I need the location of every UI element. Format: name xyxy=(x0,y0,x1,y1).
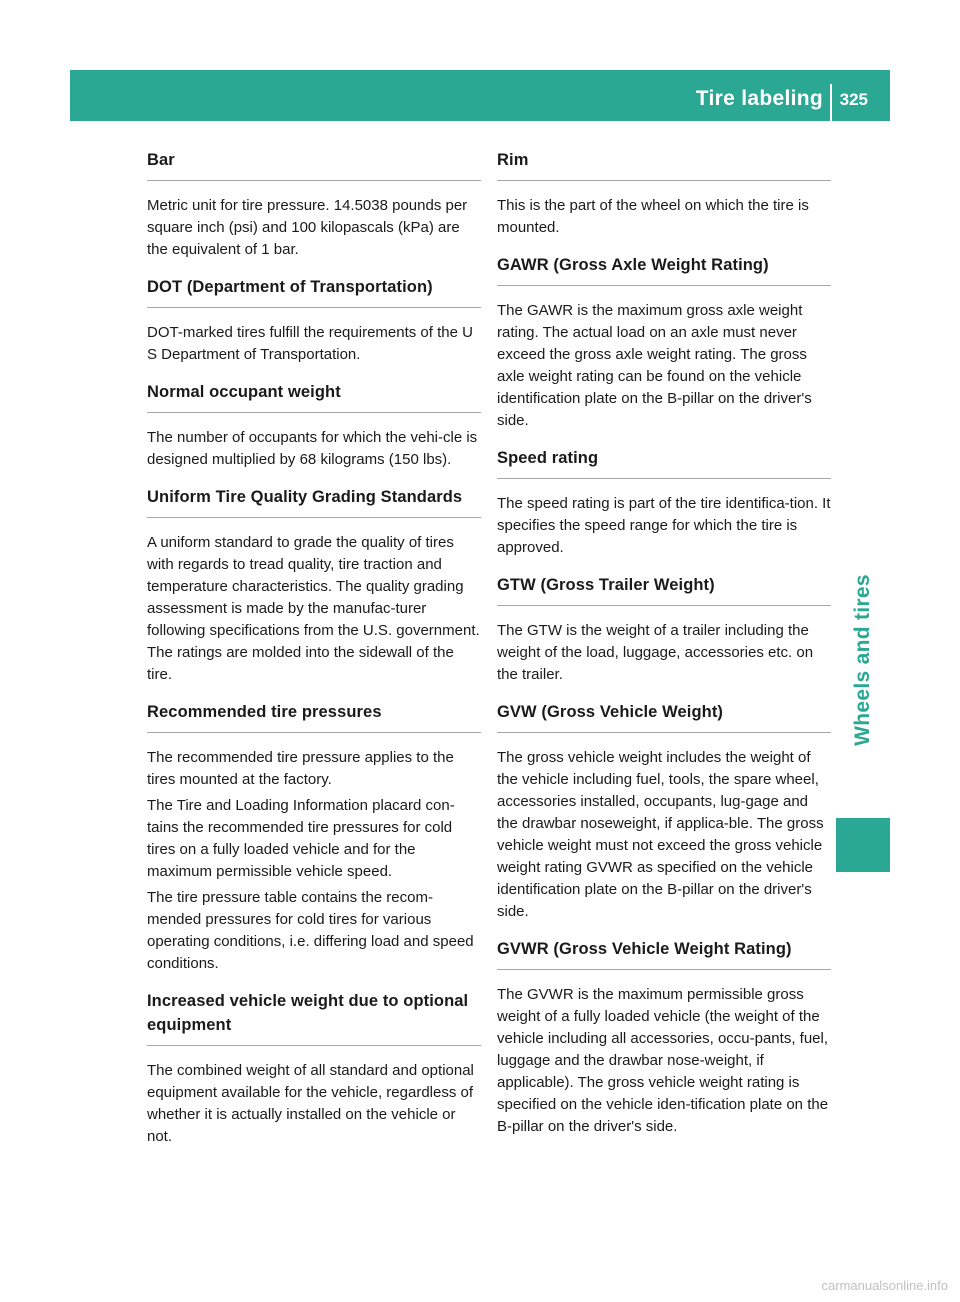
page-header xyxy=(70,70,890,121)
entry-heading: GTW (Gross Trailer Weight) xyxy=(497,573,831,606)
glossary-entry xyxy=(497,446,831,559)
left-column xyxy=(147,148,481,1162)
entry-text: This is the part of the wheel on which the tire is mounted. xyxy=(497,197,809,236)
glossary-entry xyxy=(147,485,481,686)
entry-text: The combined weight of all standard and optional equipment available for the vehicle, regardless of whether it is actually installed on the vehicle or not. xyxy=(147,1062,474,1145)
entry-heading: Normal occupant weight xyxy=(147,380,481,413)
entry-text: The GAWR is the maximum gross axle weight rating. The actual load on an axle must never exceed the gross axle weight rating. The gross axle weight rating can be found on the vehicle identification plate on the B-pillar on the driver's side. xyxy=(497,302,812,429)
page-number: 325 xyxy=(839,90,868,109)
entry-heading: Speed rating xyxy=(497,446,831,479)
glossary-entry xyxy=(147,148,481,261)
entry-heading: Recommended tire pressures xyxy=(147,700,481,733)
chapter-label: Wheels and tires xyxy=(851,574,874,746)
entry-heading: GAWR (Gross Axle Weight Rating) xyxy=(497,253,831,286)
entry-text: The tire pressure table contains the recom-mended pressures for cold tires for various operating conditions, i.e. differing load and speed conditions. xyxy=(147,889,474,972)
right-column xyxy=(497,148,831,1152)
entry-text: The GTW is the weight of a trailer including the weight of the load, luggage, accessories etc. on the trailer. xyxy=(497,622,814,683)
entry-heading: DOT (Department of Transportation) xyxy=(147,275,481,308)
glossary-entry xyxy=(497,700,831,923)
entry-heading: Increased vehicle weight due to optional equipment xyxy=(147,989,481,1046)
entry-heading: GVWR (Gross Vehicle Weight Rating) xyxy=(497,937,831,970)
entry-text: The Tire and Loading Information placard con-tains the recommended tire pressures for cold tires on a fully loaded vehicle and for the maximum permissible vehicle speed. xyxy=(147,797,455,880)
glossary-entry xyxy=(497,573,831,686)
entry-text: The number of occupants for which the vehi-cle is designed multiplied by 68 kilograms (150 lbs). xyxy=(147,429,478,468)
glossary-entry xyxy=(147,380,481,471)
glossary-entry xyxy=(147,275,481,366)
entry-heading: Bar xyxy=(147,148,481,181)
entry-text: Metric unit for tire pressure. 14.5038 pounds per square inch (psi) and 100 kilopascals (kPa) are the equivalent of 1 bar. xyxy=(147,197,468,258)
header-divider xyxy=(830,84,832,122)
entry-text: DOT-marked tires fulfill the requirements of the U S Department of Transportation. xyxy=(147,324,473,363)
glossary-entry xyxy=(147,989,481,1148)
glossary-entry xyxy=(497,253,831,432)
entry-heading: Uniform Tire Quality Grading Standards xyxy=(147,485,481,518)
glossary-entry xyxy=(147,700,481,975)
watermark: carmanualsonline.info xyxy=(821,1278,948,1293)
glossary-entry xyxy=(497,148,831,239)
entry-text: The recommended tire pressure applies to the tires mounted at the factory. xyxy=(147,749,454,788)
entry-text: The GVWR is the maximum permissible gross weight of a fully loaded vehicle (the weight of the vehicle including all accessories, occu-pants, fuel, luggage and the drawbar nose-weight, if applicable). The gross vehicle weight rating is specified on the vehicle iden-tification plate on the B-pillar on the driver's side. xyxy=(497,986,829,1135)
chapter-marker-block xyxy=(836,818,890,872)
chapter-side-tab xyxy=(836,560,890,760)
entry-text: The gross vehicle weight includes the weight of the vehicle including fuel, tools, the spare wheel, accessories installed, occupants, lug-gage and the drawbar noseweight, if applica-ble. The gross vehicle weight must not exceed the gross vehicle weight rating GVWR as specified on the vehicle identification plate on the B-pillar on the driver's side. xyxy=(497,749,824,920)
entry-text: The speed rating is part of the tire identifica-tion. It specifies the speed range for which the tire is approved. xyxy=(497,495,831,556)
section-title: Tire labeling xyxy=(695,87,823,110)
glossary-entry xyxy=(497,937,831,1138)
entry-heading: GVW (Gross Vehicle Weight) xyxy=(497,700,831,733)
entry-heading: Rim xyxy=(497,148,831,181)
entry-text: A uniform standard to grade the quality of tires with regards to tread quality, tire traction and temperature characteristics. The quality grading assessment is made by the manufac-turer following specifications from the U.S. government. The ratings are molded into the sidewall of the tire. xyxy=(147,534,480,683)
